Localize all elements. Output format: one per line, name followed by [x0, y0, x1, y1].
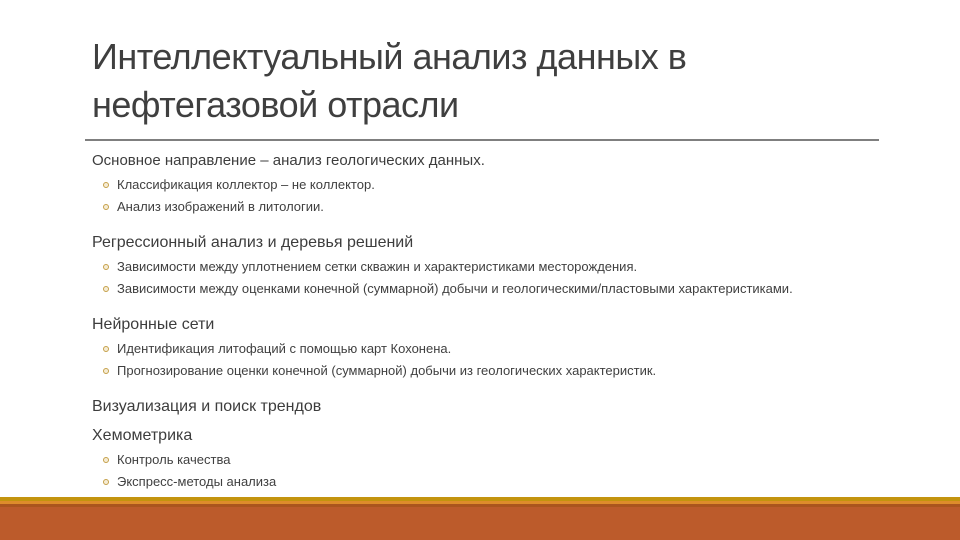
- slide-title: [92, 33, 890, 129]
- list-item: [92, 278, 920, 300]
- bullet-list: [92, 449, 920, 493]
- section-heading: Нейронные сети: [92, 316, 215, 333]
- bullet-list: [92, 338, 920, 382]
- bullet-text: Контроль качества: [117, 452, 231, 467]
- bullet-icon: [103, 182, 109, 188]
- section-chemometrics: [92, 425, 920, 493]
- section-visualization: [92, 396, 920, 417]
- list-item: [92, 360, 920, 382]
- slide-title-line2: нефтегазовой отрасли: [92, 84, 459, 125]
- bullet-list: [92, 256, 920, 300]
- list-item: [92, 338, 920, 360]
- section-heading: Основное направление – анализ геологических данных.: [92, 152, 485, 169]
- section-regression: [92, 232, 920, 300]
- bullet-list: [92, 174, 920, 218]
- bullet-icon: [103, 286, 109, 292]
- slide-title-line1: Интеллектуальный анализ данных в: [92, 36, 687, 77]
- section-main-direction: [92, 151, 920, 218]
- bullet-icon: [103, 479, 109, 485]
- bullet-text: Анализ изображений в литологии.: [117, 199, 324, 214]
- bullet-text: Классификация коллектор – не коллектор.: [117, 177, 375, 192]
- bullet-text: Зависимости между уплотнением сетки скважин и характеристиками месторождения.: [117, 259, 638, 274]
- bottom-accent-bar: [0, 497, 960, 540]
- bullet-text: Экспресс-методы анализа: [117, 474, 277, 489]
- bullet-text: Зависимости между оценками конечной (суммарной) добычи и геологическими/пластовыми характеристиками.: [117, 281, 793, 296]
- bullet-icon: [103, 204, 109, 210]
- bullet-text: Прогнозирование оценки конечной (суммарной) добычи из геологических характеристик.: [117, 363, 657, 378]
- section-heading: Визуализация и поиск трендов: [92, 398, 322, 415]
- list-item: [92, 471, 920, 493]
- bullet-icon: [103, 457, 109, 463]
- list-item: [92, 449, 920, 471]
- list-item: [92, 196, 920, 218]
- accent-bar-main: [0, 507, 960, 540]
- section-neural-networks: [92, 314, 920, 382]
- bullet-icon: [103, 368, 109, 374]
- bullet-icon: [103, 264, 109, 270]
- title-divider: [85, 139, 879, 141]
- section-heading: Хемометрика: [92, 427, 193, 444]
- list-item: [92, 174, 920, 196]
- slide-body: [92, 151, 920, 493]
- bullet-text: Идентификация литофаций с помощью карт Кохонена.: [117, 341, 452, 356]
- section-heading: Регрессионный анализ и деревья решений: [92, 234, 414, 251]
- list-item: [92, 256, 920, 278]
- bullet-icon: [103, 346, 109, 352]
